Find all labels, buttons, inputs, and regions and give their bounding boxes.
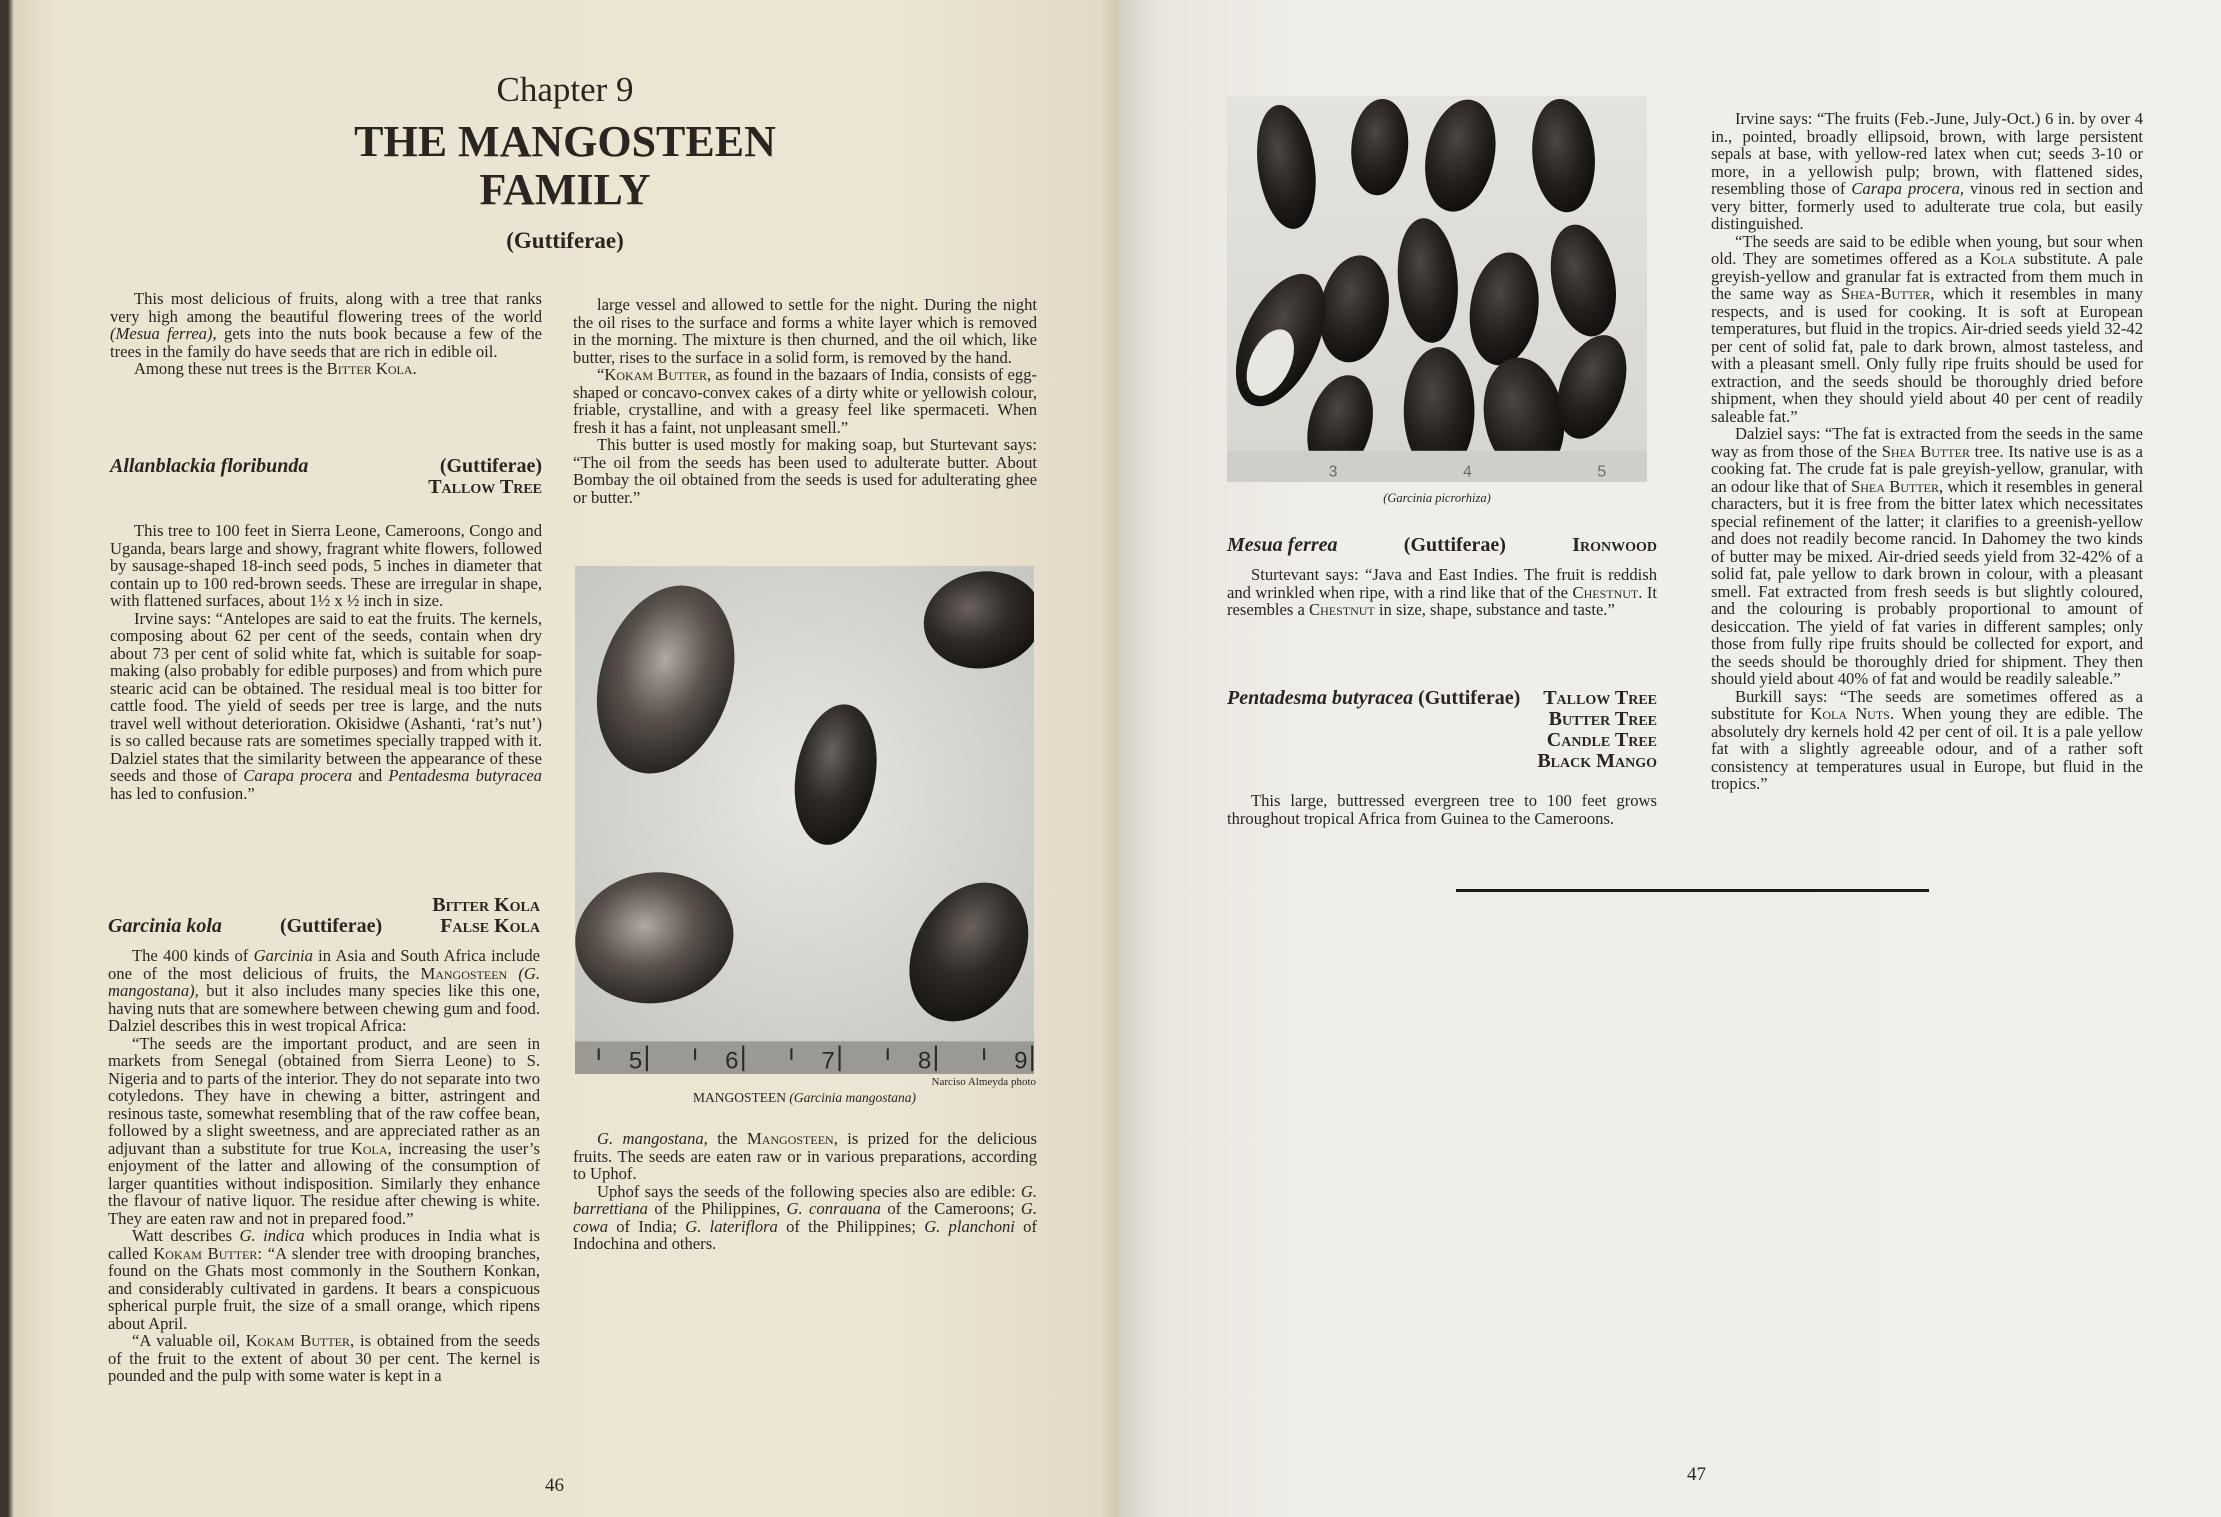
ruler <box>575 1041 1034 1074</box>
common-name: Ironwood <box>1572 534 1657 556</box>
paragraph <box>573 1130 1037 1183</box>
ruler-tick <box>839 1046 841 1072</box>
common-name: Butter Tree <box>1548 708 1657 730</box>
text: . It resembles a <box>1227 582 1657 619</box>
entry-header <box>108 895 540 937</box>
paragraph <box>108 1035 540 1228</box>
italic-text: G. lateriflora <box>685 1216 778 1236</box>
paragraph <box>1711 110 2143 233</box>
text: Among these nut trees is the <box>134 359 327 378</box>
text: has led to confusion.” <box>110 783 255 803</box>
paragraph <box>108 1332 540 1385</box>
common-name: Tallow Tree <box>1543 687 1657 709</box>
text: large vessel and allowed to settle for the night. During the night the oil rises to the surface and forms a white layer which is removed in the morning. The mixture is then churned, and the oil which, like butter, rises to the surface in a solid form, is removed by the hand. <box>573 295 1037 367</box>
text: substitute. A pale greyish-yellow and granular fat is extracted from them much in the same way as <box>1711 249 2143 303</box>
italic-text: Carapa procera, <box>1851 179 1965 198</box>
small-caps-text: Kokam Butter <box>604 365 708 384</box>
species-name: Allanblackia floribunda <box>110 455 309 477</box>
common-name: False Kola <box>440 915 540 937</box>
species-name: Garcinia kola <box>108 915 222 937</box>
photo-caption <box>575 1090 1034 1106</box>
text: “The seeds are the important product, and are seen in markets from Senegal (obtained from Sierra Leone) to S. Nigeria and to parts of the interior. They do not separate into two cotyledons. They have in chewing a bitter, astringent and resinous taste, somewhat resembling that of the raw coffee bean, followed by a slight sweetness, and are appreciated rather as an adjuvant than a substitute for true <box>108 1033 540 1158</box>
ruler-label: 4 <box>1463 463 1472 481</box>
text: “ <box>597 365 605 384</box>
species-family: (Guttiferae) <box>1418 687 1521 709</box>
text: gets into the nuts book because a few of the trees in the family do have seeds that are rich in edible oil. <box>110 324 543 361</box>
italic-text: G. indica <box>239 1226 305 1245</box>
right-column-text <box>1711 110 2143 793</box>
common-name: Candle Tree <box>1546 729 1657 751</box>
ruler-tick <box>646 1046 648 1072</box>
small-caps-text: Shea Butter <box>1850 476 1939 496</box>
paragraph <box>110 360 542 378</box>
text: This most delicious of fruits, along with a tree that ranks very high among the beautiful flowering trees of the world <box>110 289 542 326</box>
small-caps-text: Chestnut <box>1309 600 1375 619</box>
paragraph <box>108 1227 540 1332</box>
italic-text: Pentadesma butyracea <box>388 766 542 785</box>
ruler-tick <box>935 1046 937 1072</box>
page-number: 47 <box>1687 1464 1706 1485</box>
species-family: (Guttiferae) <box>1403 534 1506 556</box>
text: , which it resembles in general characters, but it is free from the bitter latex which necessitates special refinement of the latter; it clarifies to a greenish-yellow and does not readily become rancid. In Dahomey the two kinds of butter may be mixed. Air-dried seeds yield from 32-42% of a solid fat, pale yellow to dark brown in colour, with a pleasant smell. Fat extracted from fresh seeds is but slightly coloured, and the colouring is probably proportional to amount of desiccation. The yield of fat varies in different samples; only those from fully ripe fruits should be collected for export, and the seeds should be thoroughly dried for shipment. They then should yield about 40% of fat and would be readily saleable.” <box>1711 476 2143 688</box>
mangosteen-photo <box>575 566 1034 1074</box>
paragraph <box>573 296 1037 366</box>
ruler-tick <box>694 1048 696 1059</box>
text: in size, shape, substance and taste.” <box>1374 600 1615 619</box>
paragraph <box>1711 425 2143 688</box>
entry-allanblackia <box>110 456 542 802</box>
entry-garcinia-kola <box>108 895 540 1385</box>
page-number: 46 <box>545 1475 564 1496</box>
ruler-label: 7 <box>821 1047 835 1074</box>
paragraph <box>110 522 542 610</box>
small-caps-text: Kokam Butter <box>153 1243 258 1263</box>
intro-section <box>110 290 542 378</box>
ruler-tick <box>983 1048 985 1059</box>
paragraph <box>1711 233 2143 426</box>
paragraph <box>1711 688 2143 793</box>
text: Dalziel says: “The fat is extracted from the seeds in the same way as from those of the <box>1711 424 2143 461</box>
species-family: (Guttiferae) <box>439 455 542 477</box>
text: of the Cameroons; <box>880 1199 1021 1218</box>
entry-pentadesma <box>1227 688 1657 827</box>
text: Burkill says: “The seeds are sometimes offered as a substitute for <box>1711 686 2143 723</box>
ruler-label: 9 <box>1014 1047 1028 1074</box>
small-caps-text: Shea Butter <box>1881 441 1970 461</box>
small-caps-text: Chestnut <box>1572 582 1639 602</box>
ruler-tick <box>790 1048 792 1059</box>
ruler-label: 3 <box>1328 463 1338 481</box>
chapter-label: Chapter 9 <box>496 70 634 109</box>
chapter-title <box>300 118 830 214</box>
text: , increasing the user’s enjoyment of the latter and allowing of the consumption of larger quantities without indisposition. Similarly they enhance the flavour of native liquor. The residue after chewing is white. They are eaten raw and not in prepared food.” <box>108 1138 540 1228</box>
small-caps-text: Shea-Butter <box>1841 284 1931 303</box>
text: of the Philippines; <box>777 1216 925 1236</box>
italic-text: G. mangostana, <box>597 1129 708 1148</box>
italic-text: G. cowa <box>573 1199 1037 1236</box>
paragraph <box>573 436 1037 506</box>
text: of the Philippines, <box>647 1199 787 1218</box>
small-caps-text: Bitter Kola <box>326 359 413 378</box>
photo-credit: Narciso Almeyda photo <box>931 1076 1036 1088</box>
text: : “A slender tree with drooping branches, found on the Ghats most commonly in the Southern Konkan, and considerably cultivated in gardens. It bears a conspicuous spherical purple fruit, the size of a small orange, which ripens about April. <box>108 1243 541 1333</box>
text: Watt describes <box>132 1226 240 1245</box>
chapter-title-line2: FAMILY <box>479 165 651 214</box>
text: vinous red in section and very bitter, formerly used to adulterate true cola, but easily distinguished. <box>1711 179 2144 233</box>
text: . <box>412 359 417 378</box>
italic-text: (Mesua ferrea), <box>110 324 217 343</box>
paragraph <box>1227 792 1657 827</box>
text: Sturtevant says: “Java and East Indies. The fruit is reddish and wrinkled when ripe, with a rind like that of the <box>1227 565 1657 602</box>
paragraph <box>110 610 542 803</box>
paragraph <box>573 366 1037 436</box>
mangosteen-seeds-image <box>575 566 1034 1074</box>
text: This large, buttressed evergreen tree to 100 feet grows throughout tropical Africa from Guinea to the Cameroons. <box>1227 791 1657 828</box>
small-caps-text: Kola <box>1979 249 2017 268</box>
small-caps-text: Kola <box>350 1138 388 1158</box>
italic-text: G. barrettiana <box>573 1181 1037 1218</box>
text: This butter is used mostly for making soap, but Sturtevant says: “The oil from the seeds has been used to adulterate butter. About Bombay the oil obtained from the seeds is used for adulterating ghee or butter.” <box>573 435 1037 507</box>
italic-text: Carapa procera <box>243 766 353 785</box>
entry-body <box>1227 792 1657 827</box>
common-name: Bitter Kola <box>432 894 540 916</box>
garcinia-picrorhiza-photo <box>1227 96 1647 482</box>
chapter-title-line1: THE MANGOSTEEN <box>354 117 776 166</box>
text: but it also includes many species like this one, having nuts that are somewhere between chewing gum and food. Dalziel describes this in west tropical Africa: <box>108 981 540 1035</box>
picrorhiza-seeds-image <box>1227 96 1647 482</box>
text <box>507 964 518 983</box>
photo-caption: (Garcinia picrorhiza) <box>1383 491 1491 505</box>
ruler-tick <box>598 1048 600 1059</box>
text: , as found in the bazaars of India, consists of egg-shaped or concavo-convex cakes of a dirty white or yellowish colour, friable, crystalline, and with a greasy feel like spermaceti. When fresh it has a faint, not unpleasant smell.” <box>573 365 1038 437</box>
text: of India; <box>608 1216 686 1236</box>
text: , is prized for the delicious fruits. The seeds are eaten raw or in various preparations, according to Uphof. <box>573 1129 1037 1183</box>
paragraph <box>1227 566 1657 619</box>
text: . When young they are edible. The absolutely dry kernels hold 42 per cent of oil. It is a pale yellow fat with a slightly agreeable odour, and of a rather soft consistency at temperatures usual in Europe, but fluid in the tropics.” <box>1711 704 2143 793</box>
ruler-label: 5 <box>1597 463 1607 481</box>
text: of Indochina and others. <box>573 1216 1037 1253</box>
small-caps-text: Kola Nuts <box>1810 704 1890 723</box>
italic-text: G. conrauana <box>786 1199 881 1218</box>
ruler-tick <box>1031 1046 1033 1072</box>
text: the <box>707 1129 747 1148</box>
entry-body <box>108 947 540 1385</box>
small-caps-text: Mangosteen <box>746 1129 834 1148</box>
text: , is obtained from the seeds of the fruit to the extent of about 30 per cent. The kernel is pounded and the pulp with some water is kept in a <box>108 1331 540 1385</box>
section-divider <box>1456 889 1929 892</box>
ruler-label: 6 <box>725 1047 739 1074</box>
small-caps-text: Mangosteen <box>420 963 508 983</box>
italic-text: Garcinia <box>253 946 313 965</box>
text: Uphof says the seeds of the following species also are edible: <box>597 1181 1021 1201</box>
entry-header <box>1227 535 1657 556</box>
ruler-tick <box>887 1048 889 1059</box>
italic-text: G. planchoni <box>924 1216 1015 1236</box>
ruler-tick <box>742 1046 744 1072</box>
text: , which it resembles in many respects, and is used for cooking. It is soft at European temperatures, but fluid in the tropics. Air-dried seeds yield 32-42 per cent of solid fat, pale to dark brown, almost tasteless, and with a pleasant smell. Only fully ripe fruits should be used for extraction, and the seeds should be thoroughly dried before shipment, when they should yield about 40 per cent of readily saleable fat.” <box>1711 284 2143 426</box>
caption-species: (Garcinia mangostana) <box>789 1090 916 1105</box>
text: Irvine says: “The fruits (Feb.-June, July-Oct.) 6 in. by over 4 in., pointed, broadly ellipsoid, brown, with large persistent sepals at base, with yellow-red latex when cut; seeds 3-10 or more, in a yellowish pulp; brown, with flattened sides, resembling those of <box>1711 109 2143 198</box>
chapter-family: (Guttiferae) <box>506 228 624 253</box>
paragraph <box>573 1183 1037 1253</box>
entry-header <box>1227 688 1657 772</box>
ruler-label: 8 <box>917 1047 932 1074</box>
text: The 400 kinds of <box>132 946 254 965</box>
species-family: (Guttiferae) <box>280 915 383 937</box>
common-name: Tallow Tree <box>428 476 542 498</box>
species-name: Mesua ferrea <box>1227 534 1338 556</box>
text: Irvine says: “Antelopes are said to eat the fruits. The kernels, composing about 62 per cent of the seeds, contain when dry about 73 per cent of solid white fat, which is suitable for soap-making (also probably for edible purposes) and from which pure stearic acid can be obtained. The residual meal is too bitter for cattle food. The yield of seeds per tree is large, and the nuts travel well without deterioration. Okisidwe (Ashanti, ‘rat’s nut’) is so called because rats are sometimes specially trapped with it. Dalziel states that the similarity between the appearance of these seeds and those of <box>110 608 542 785</box>
text: tree. Its native use is as a cooking fat. The crude fat is pale greyish-yellow, granular, with an odour like that of <box>1711 441 2143 496</box>
entry-body <box>1227 566 1657 619</box>
small-caps-text: Kokam Butter <box>245 1331 351 1350</box>
italic-text: (G. mangostana), <box>108 963 540 1000</box>
col2-bottom-text <box>573 1130 1037 1253</box>
text: This tree to 100 feet in Sierra Leone, Cameroons, Congo and Uganda, bears large and showy, fragrant white flowers, followed by sausage-shaped 18-inch seed pods, 5 inches in diameter that contain up to 100 red-brown seeds. These are irregular in shape, with flattened surfaces, about 1½ x ½ inch in size. <box>110 521 542 610</box>
right-page <box>1119 0 2221 1517</box>
caption-text: MANGOSTEEN <box>693 1090 790 1105</box>
text: “A valuable oil, <box>132 1331 246 1350</box>
text: in Asia and South Africa include one of the most delicious of fruits, the <box>108 946 540 983</box>
col2-top-text <box>573 296 1037 506</box>
text: which produces in India what is called <box>108 1226 540 1263</box>
ruler <box>1227 451 1647 482</box>
text: “The seeds are said to be edible when young, but sour when old. They are sometimes offered as a <box>1711 231 2143 268</box>
paragraph <box>108 947 540 1035</box>
common-name: Black Mango <box>1537 750 1657 772</box>
species-name: Pentadesma butyracea <box>1227 687 1414 709</box>
entry-header <box>110 456 542 498</box>
ruler-label: 5 <box>628 1047 643 1074</box>
paragraph <box>110 290 542 360</box>
entry-mesua-ferrea <box>1227 535 1657 619</box>
text: and <box>352 766 389 785</box>
entry-body <box>110 522 542 802</box>
